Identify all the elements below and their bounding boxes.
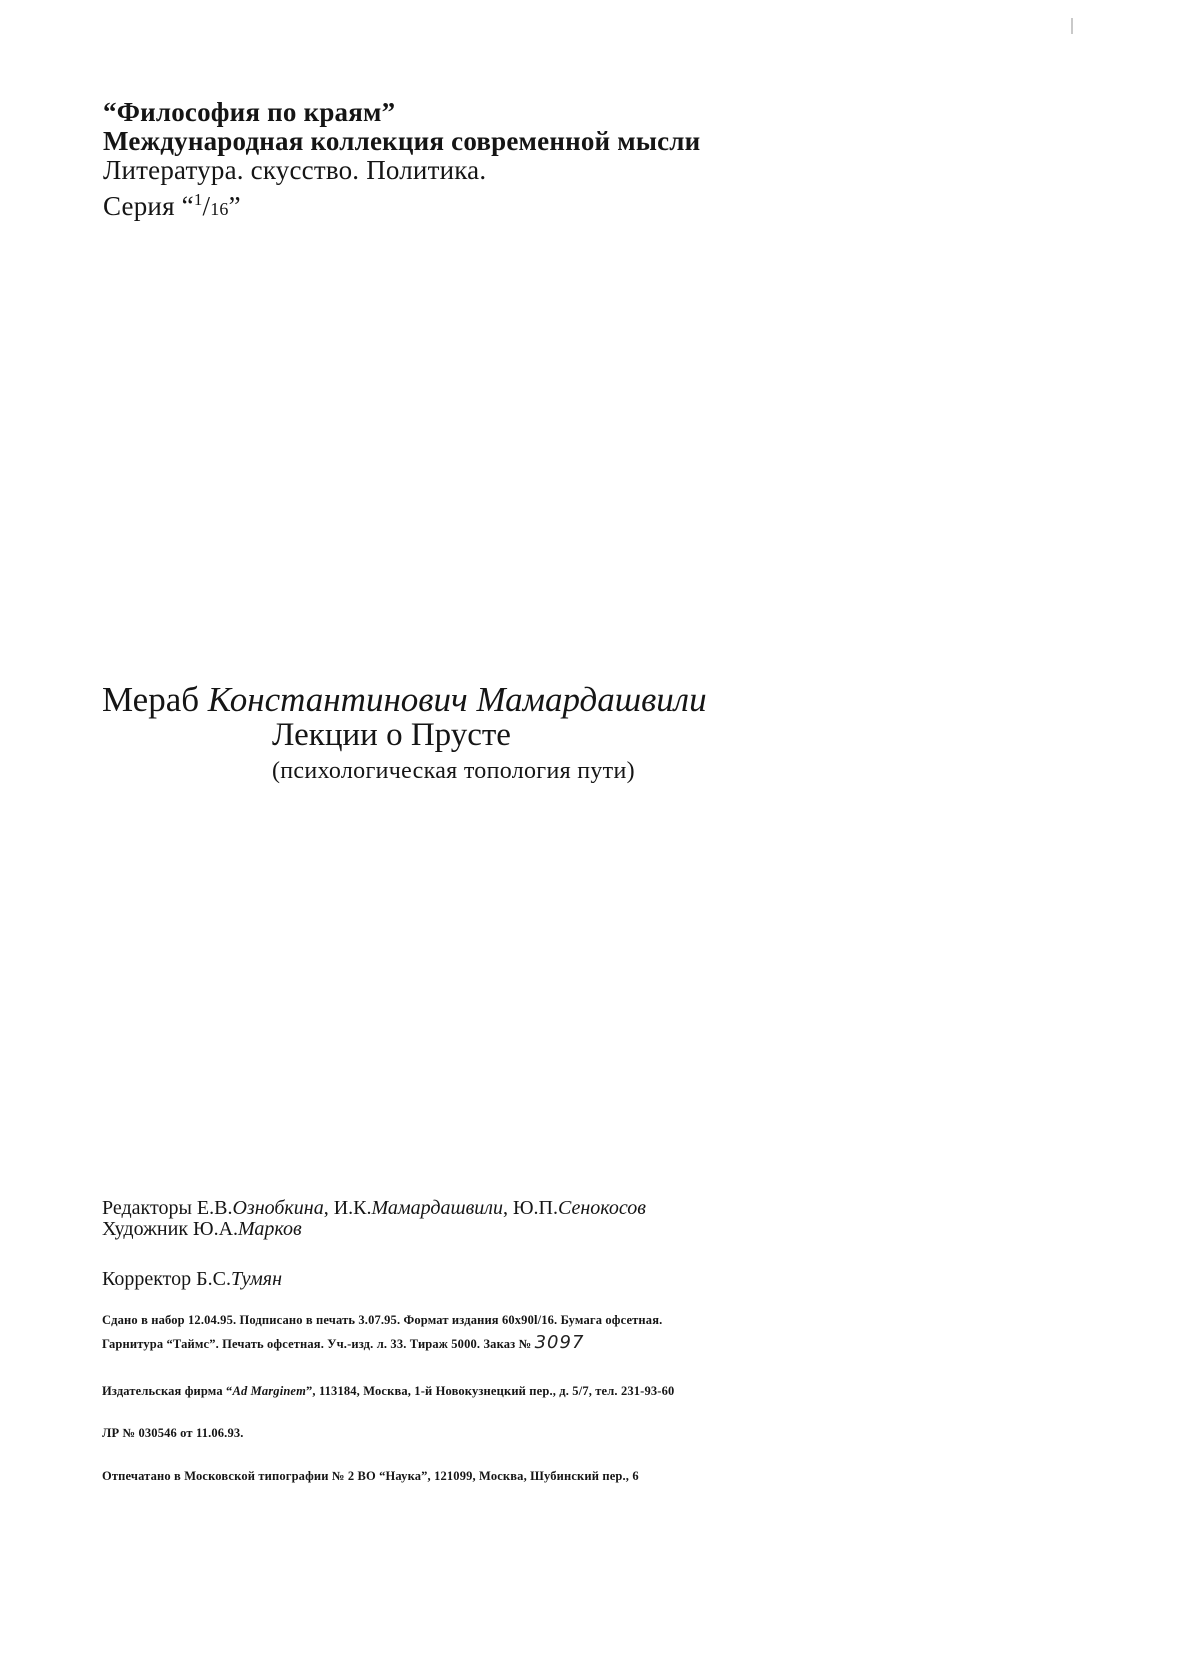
order-number-handwritten: 3097 (534, 1332, 585, 1353)
editors-separator-2: , Ю.П. (503, 1197, 558, 1219)
series-number-suffix: ” (228, 191, 241, 221)
series-number-prefix: Серия “ (103, 191, 194, 221)
series-number-numerator: 1 (193, 190, 203, 209)
imprint-print-details (102, 1332, 585, 1353)
editors-separator-1: , И.К. (323, 1197, 372, 1219)
editor-1: Ознобкина (232, 1197, 324, 1219)
series-block (103, 98, 1003, 224)
imprint-license: ЛР № 030546 от 11.06.93. (102, 1426, 244, 1440)
imprint-print-details-text: Гарнитура “Таймс”. Печать офсетная. Уч.-изд. л. 33. Тираж 5000. Заказ № (102, 1337, 532, 1351)
publisher-prefix: Издательская фирма “ (102, 1384, 233, 1398)
book-title: Лекции о Прусте (272, 717, 511, 753)
series-name: “Философия по краям” (103, 97, 396, 127)
credits-block (102, 1198, 646, 1240)
editor-2: Мамардашвили (371, 1197, 503, 1219)
book-subtitle: (психологическая топология пути) (272, 758, 635, 784)
collection-name: Международная коллекция современной мысли (103, 126, 701, 156)
artist-line (102, 1219, 646, 1240)
imprint-printing-house: Отпечатано в Московской типографии № 2 ВО “Наука”, 121099, Москва, Шубинский пер., 6 (102, 1469, 639, 1483)
author-patronymic: Константинович (207, 680, 468, 719)
series-number-separator: / (202, 191, 211, 221)
corrector-label: Корректор Б.С. (102, 1268, 231, 1290)
editors-label: Редакторы Е.В. (102, 1197, 233, 1219)
scan-artifact-mark (1071, 18, 1073, 34)
publisher-name: Ad Marginem (232, 1384, 306, 1398)
imprint-print-dates: Сдано в набор 12.04.95. Подписано в печать 3.07.95. Формат издания 60x90l/16. Бумага офсетная. (102, 1313, 663, 1327)
editor-3: Сенокосов (558, 1197, 646, 1219)
artist-name: Марков (238, 1218, 302, 1240)
author-name (102, 680, 707, 720)
series-number-denominator: 16 (210, 199, 229, 219)
corrector-line (102, 1268, 282, 1290)
corrector-name: Тумян (230, 1268, 282, 1290)
artist-label: Художник Ю.А. (102, 1218, 239, 1240)
author-last-name: Мамардашвили (476, 680, 707, 719)
editors-line (102, 1198, 646, 1219)
publisher-address: ”, 113184, Москва, 1-й Новокузнецкий пер., д. 5/7, тел. 231-93-60 (306, 1384, 675, 1398)
series-topics: Литература. скусство. Политика. (103, 155, 487, 185)
series-number (103, 185, 1003, 224)
author-first-name: Мераб (102, 680, 200, 719)
imprint-publisher (102, 1383, 674, 1399)
